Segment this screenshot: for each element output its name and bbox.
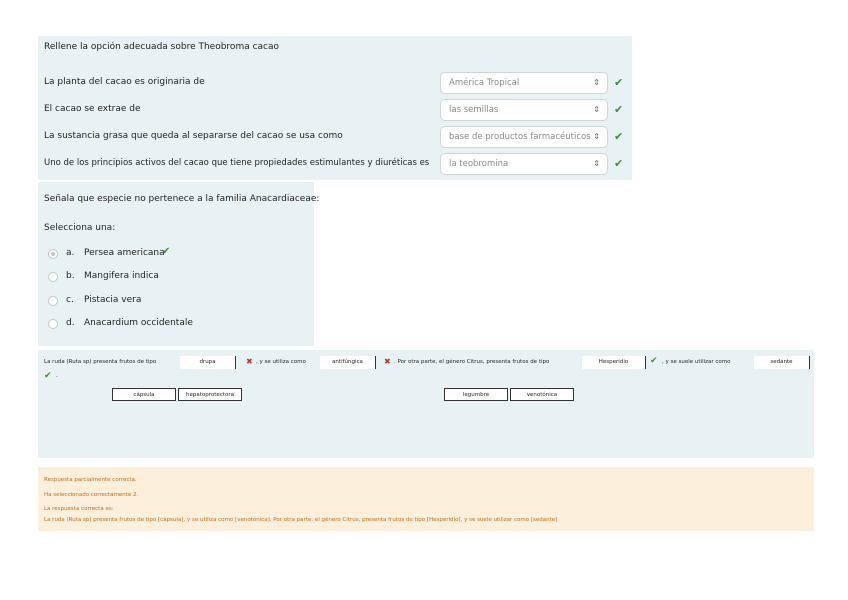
q3-answer-3-slot[interactable]: Hesperidio [582, 356, 646, 369]
q1-row-1-select[interactable] [440, 72, 608, 94]
q1-row-4-select[interactable] [440, 153, 608, 175]
option-d-text: Anacardium occidentale [84, 318, 193, 328]
question-3-panel [38, 350, 814, 458]
q1-row-3-value: base de productos farmacéuticos [449, 132, 591, 142]
q3-text-1: La ruda (Ruta sp) presenta frutos de tipo [44, 359, 157, 365]
check-icon: ✔ [614, 130, 624, 143]
q1-row-2-value: las semillas [449, 105, 499, 115]
feedback-answer-text: La ruda (Ruta sp) presenta frutos de tipo [cápsula], y se utiliza como [venotónica]. Por otra parte, el género Citrus, presenta frutos de tipo [Hesperidio], y se suele utilizar como [sedante] [44, 517, 558, 523]
q1-row-4-value: la teobromina [449, 159, 509, 169]
option-b-letter: b. [66, 271, 75, 281]
feedback-answer-label: La respuesta correcta es: [44, 506, 114, 512]
check-icon: ✔ [614, 76, 624, 89]
q3-answer-1-slot[interactable]: drupa [180, 356, 236, 369]
updown-arrow-icon: ⇕ [593, 159, 600, 168]
q3-answer-2-slot[interactable]: antifúngica [320, 356, 376, 369]
q1-row-1-label: La planta del cacao es originaria de [44, 77, 205, 87]
choice-venotonica[interactable]: venotónica [510, 388, 574, 401]
radio-option-c[interactable] [48, 296, 58, 306]
choice-hepatoprotectora[interactable]: hepatoprotectora [178, 388, 242, 401]
cross-icon: ✖ [246, 357, 253, 366]
q1-row-4-label: Uno de los principios activos del cacao que tiene propiedades estimulantes y diuréticas es [44, 158, 430, 168]
q3-end: . [56, 373, 58, 379]
option-a-letter: a. [66, 248, 75, 258]
updown-arrow-icon: ⇕ [593, 105, 600, 114]
check-icon: ✔ [614, 103, 624, 116]
cross-icon: ✖ [384, 357, 391, 366]
option-b-text: Mangifera indica [84, 271, 159, 281]
radio-option-b[interactable] [48, 272, 58, 282]
radio-option-d[interactable] [48, 319, 58, 329]
option-c-letter: c. [66, 295, 74, 305]
choice-legumbre[interactable]: legumbre [444, 388, 508, 401]
updown-arrow-icon: ⇕ [593, 78, 600, 87]
option-d-letter: d. [66, 318, 75, 328]
option-c-text: Pistacia vera [84, 295, 142, 305]
q1-row-2-label: El cacao se extrae de [44, 104, 141, 114]
q3-text-4: , y se suele utilizar como [662, 359, 731, 365]
q1-row-2-select[interactable] [440, 99, 608, 121]
question-1-title: Rellene la opción adecuada sobre Theobroma cacao [44, 42, 280, 52]
choice-capsula[interactable]: cápsula [112, 388, 176, 401]
check-icon: ✔ [162, 246, 171, 257]
feedback-count: Ha seleccionado correctamente 2. [44, 492, 139, 498]
check-icon: ✔ [650, 356, 658, 366]
select-one-label: Selecciona una: [44, 223, 116, 233]
q1-row-3-select[interactable] [440, 126, 608, 148]
q1-row-3-label: La sustancia grasa que queda al separarse del cacao se usa como [44, 131, 343, 141]
option-a-text: Persea americana [84, 248, 165, 258]
feedback-status: Respuesta parcialmente correcta. [44, 477, 137, 483]
check-icon: ✔ [44, 371, 52, 381]
updown-arrow-icon: ⇕ [593, 132, 600, 141]
radio-option-a[interactable] [48, 249, 58, 259]
q3-text-3: . Por otra parte, el género Citrus, presenta frutos de tipo [394, 359, 550, 365]
question-2-prompt: Señala que especie no pertenece a la familia Anacardiaceae: [44, 194, 320, 204]
q1-row-1-value: América Tropical [449, 78, 520, 88]
q3-answer-4-slot[interactable]: sedante [754, 356, 810, 369]
check-icon: ✔ [614, 157, 624, 170]
q3-text-2: , y se utiliza como [256, 359, 306, 365]
